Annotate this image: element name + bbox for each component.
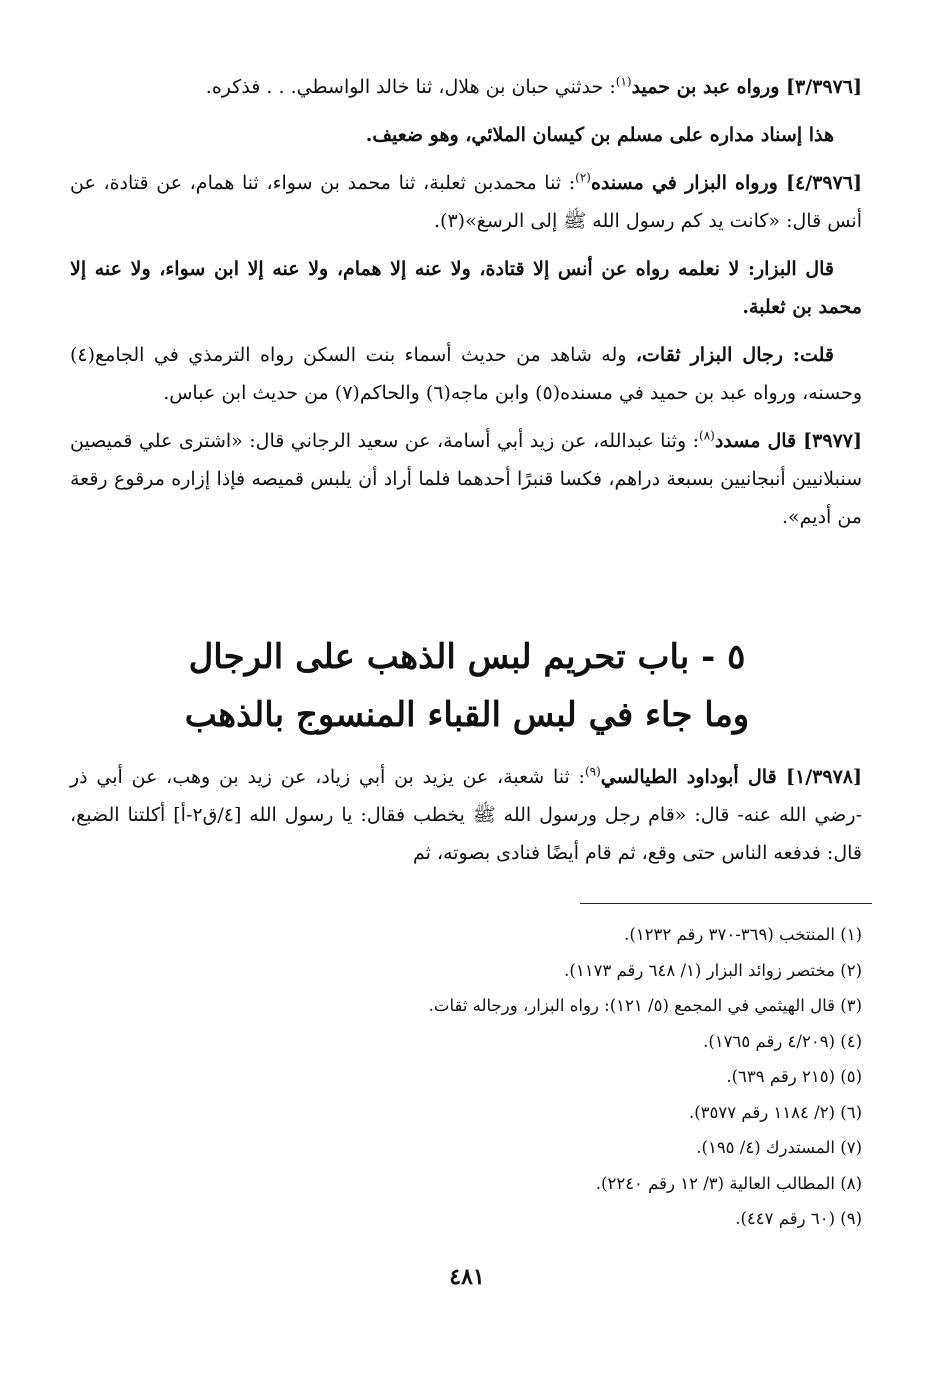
footnote-7: (٧) المستدرك (٤/ ١٩٥). <box>696 1138 862 1157</box>
hadith-lead: [٣/٣٩٧٦] ورواه عبد بن حميد <box>631 76 862 98</box>
paragraph-3976-3 <box>70 68 862 106</box>
paragraph-text: : وثنا عبدالله، عن زيد أبي أسامة، عن سعيد الرجاني قال: «اشترى علي قميصين سنبلانيين أنبجانيين بسبعة دراهم، فكسا قنبرًا أحدهما فلما أراد أن يلبس قميصه فإذا إزاره مرقوع رقعة من أديم». <box>70 430 862 528</box>
paragraph-3976-4 <box>70 164 862 240</box>
page-number: ٤٨١ <box>449 1264 485 1290</box>
footnote-ref: (٩) <box>584 764 601 779</box>
chapter-text-block <box>70 758 862 882</box>
hadith-lead: [١/٣٩٧٨] قال أبوداود الطيالسي <box>600 766 862 788</box>
footnote-5: (٥) (٢١٥ رقم ٦٣٩). <box>726 1067 862 1086</box>
paragraph-text: : حدثني حبان بن هلال، ثنا خالد الواسطي. . . فذكره. <box>205 76 616 98</box>
footnote-separator <box>580 903 872 904</box>
paragraph-3977 <box>70 422 862 536</box>
footnote-ref: (١) <box>615 74 632 89</box>
paragraph-text: : ثنا شعبة، عن يزيد بن أبي زياد، عن زيد بن وهب، عن أبي ذر -رضي الله عنه- قال: «قام رجل ورسول الله ﷺ يخطب فقال: يا رسول الله [٤/ق٢-أ] أكلتنا الضبع، قال: فدفعه الناس حتى وقع، ثم قام أيضًا فنادى بصوته، ثم <box>70 766 862 864</box>
paragraph-3978-1 <box>70 758 862 872</box>
paragraph-qultu <box>70 336 862 412</box>
footnote-4: (٤) (٤/٢٠٩ رقم ١٧٦٥). <box>703 1031 862 1051</box>
footnote-6: (٦) (٢/ ١١٨٤ رقم ٣٥٧٧). <box>688 1102 862 1122</box>
footnote-ref: (٢) <box>575 170 591 185</box>
footnote-2: (٢) مختصر زوائد البزار (١/ ٦٤٨ رقم ١١٧٣). <box>564 960 862 980</box>
footnote-8: (٨) المطالب العالية (٣/ ١٢ رقم ٢٢٤٠). <box>595 1173 862 1193</box>
footnote-9: (٩) (٦٠ رقم ٤٤٧). <box>735 1209 862 1228</box>
paragraph-text: وله شاهد من حديث أسماء بنت السكن رواه الترمذي في الجامع(٤) وحسنه، ورواه عبد بن حميد في مسنده(٥) وابن ماجه(٦) والحاكم(٧) من حديث ابن عباس. <box>70 344 862 404</box>
footnote-ref: (٨) <box>699 428 715 443</box>
footnote-3: (٣) قال الهيثمي في المجمع (٥/ ١٢١): رواه البزار، ورجاله ثقات. <box>428 996 862 1015</box>
paragraph-bazzar-comment: قال البزار: لا نعلمه رواه عن أنس إلا قتادة، ولا عنه إلا همام، ولا عنه إلا ابن سواء، ولا عنه إلا محمد بن ثعلبة. <box>70 258 862 318</box>
footnote-1: (١) المنتخب (٣٦٩-٣٧٠ رقم ١٢٣٢). <box>624 925 862 944</box>
main-text-block <box>70 68 862 546</box>
hadith-lead: [٣٩٧٧] قال مسدد <box>714 430 862 452</box>
qultu-lead: قلت: رجال البزار ثقات، <box>635 344 834 366</box>
chapter-title-line-2: وما جاء في لبس القباء المنسوج بالذهب <box>184 695 750 735</box>
hadith-lead: [٤/٣٩٧٦] ورواه البزار في مسنده <box>590 172 862 194</box>
paragraph-text: : ثنا محمدبن ثعلبة، ثنا محمد بن سواء، ثنا همام، عن قتادة، عن أنس قال: «كانت يد كم رسول الله ﷺ إلى الرسغ»(٣). <box>70 172 862 232</box>
footnotes <box>70 917 862 1237</box>
chapter-title-line-1: ٥ - باب تحريم لبس الذهب على الرجال <box>188 637 746 677</box>
paragraph-isnad-note: هذا إسناد مداره على مسلم بن كيسان الملائي، وهو ضعيف. <box>365 124 834 146</box>
